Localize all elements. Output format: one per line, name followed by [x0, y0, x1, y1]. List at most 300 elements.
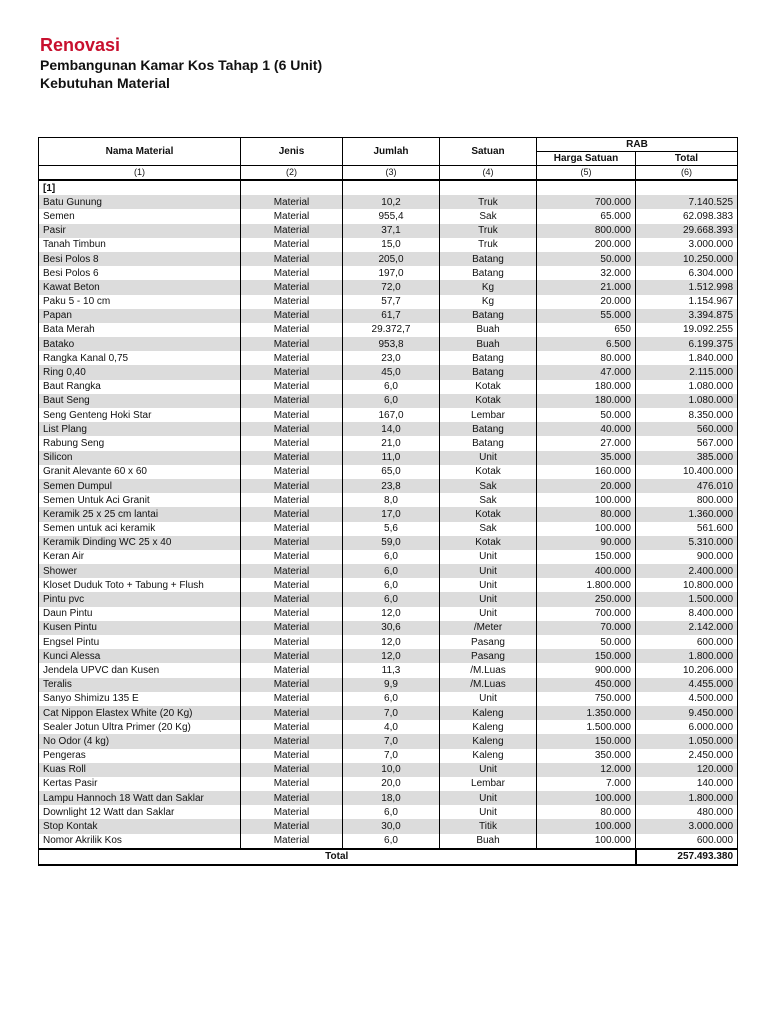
- harga-satuan-cell: 100.000: [537, 834, 636, 849]
- satuan-cell: Pasang: [440, 649, 537, 663]
- satuan-cell: Unit: [440, 805, 537, 819]
- total-cell: 3.394.875: [636, 309, 738, 323]
- harga-satuan-cell: 1.500.000: [537, 720, 636, 734]
- total-cell: 800.000: [636, 493, 738, 507]
- col-header-harga: Harga Satuan: [537, 152, 636, 166]
- material-name: Kunci Alessa: [39, 649, 241, 663]
- col-number: (2): [241, 166, 343, 181]
- jenis-cell: Material: [241, 720, 343, 734]
- jenis-cell: Material: [241, 394, 343, 408]
- material-name: Seng Genteng Hoki Star: [39, 408, 241, 422]
- total-cell: 140.000: [636, 777, 738, 791]
- col-header-jenis: Jenis: [241, 138, 343, 166]
- harga-satuan-cell: 20.000: [537, 295, 636, 309]
- total-cell: 120.000: [636, 763, 738, 777]
- total-cell: 900.000: [636, 550, 738, 564]
- table-row: [39, 280, 738, 294]
- table-row: [39, 323, 738, 337]
- jenis-cell: Material: [241, 479, 343, 493]
- table-row: [39, 337, 738, 351]
- harga-satuan-cell: 450.000: [537, 678, 636, 692]
- total-cell: 560.000: [636, 422, 738, 436]
- total-cell: 1.512.998: [636, 280, 738, 294]
- jumlah-cell: 23,0: [343, 351, 440, 365]
- harga-satuan-cell: 27.000: [537, 436, 636, 450]
- group-label: [1]: [39, 180, 241, 195]
- table-row: [39, 592, 738, 606]
- total-cell: 2.142.000: [636, 621, 738, 635]
- jenis-cell: Material: [241, 678, 343, 692]
- jenis-cell: Material: [241, 663, 343, 677]
- harga-satuan-cell: 6.500: [537, 337, 636, 351]
- material-name: Ring 0,40: [39, 365, 241, 379]
- total-cell: 6.000.000: [636, 720, 738, 734]
- table-row: [39, 493, 738, 507]
- col-number: (1): [39, 166, 241, 181]
- material-name: Semen untuk aci keramik: [39, 522, 241, 536]
- jenis-cell: Material: [241, 365, 343, 379]
- harga-satuan-cell: 50.000: [537, 252, 636, 266]
- harga-satuan-cell: 12.000: [537, 763, 636, 777]
- harga-satuan-cell: 750.000: [537, 692, 636, 706]
- total-cell: 29.668.393: [636, 224, 738, 238]
- harga-satuan-cell: 200.000: [537, 238, 636, 252]
- table-row: [39, 692, 738, 706]
- jenis-cell: Material: [241, 550, 343, 564]
- jumlah-cell: 6,0: [343, 592, 440, 606]
- jenis-cell: Material: [241, 692, 343, 706]
- harga-satuan-cell: 90.000: [537, 536, 636, 550]
- table-row: [39, 422, 738, 436]
- satuan-cell: Kaleng: [440, 720, 537, 734]
- satuan-cell: Buah: [440, 834, 537, 849]
- jenis-cell: Material: [241, 465, 343, 479]
- harga-satuan-cell: 50.000: [537, 635, 636, 649]
- project-title: Pembangunan Kamar Kos Tahap 1 (6 Unit): [40, 57, 323, 73]
- harga-satuan-cell: 55.000: [537, 309, 636, 323]
- group-row: [39, 180, 738, 195]
- satuan-cell: Lembar: [440, 408, 537, 422]
- jumlah-cell: 12,0: [343, 607, 440, 621]
- harga-satuan-cell: 100.000: [537, 493, 636, 507]
- satuan-cell: Unit: [440, 763, 537, 777]
- total-label: Total: [39, 849, 636, 865]
- jenis-cell: Material: [241, 522, 343, 536]
- harga-satuan-cell: 7.000: [537, 777, 636, 791]
- total-cell: 1.840.000: [636, 351, 738, 365]
- total-cell: 1.080.000: [636, 394, 738, 408]
- jumlah-cell: 29.372,7: [343, 323, 440, 337]
- table-row: [39, 408, 738, 422]
- total-cell: 19.092.255: [636, 323, 738, 337]
- table-row: [39, 734, 738, 748]
- total-cell: 1.050.000: [636, 734, 738, 748]
- satuan-cell: Batang: [440, 422, 537, 436]
- total-cell: 4.455.000: [636, 678, 738, 692]
- table-row: [39, 365, 738, 379]
- satuan-cell: Buah: [440, 337, 537, 351]
- total-cell: 3.000.000: [636, 819, 738, 833]
- material-name: Engsel Pintu: [39, 635, 241, 649]
- material-name: Keramik Dinding WC 25 x 40: [39, 536, 241, 550]
- material-name: Semen: [39, 209, 241, 223]
- material-name: Kloset Duduk Toto + Tabung + Flush: [39, 578, 241, 592]
- harga-satuan-cell: 100.000: [537, 522, 636, 536]
- material-name: Besi Polos 6: [39, 266, 241, 280]
- jumlah-cell: 20,0: [343, 777, 440, 791]
- table-row: [39, 550, 738, 564]
- material-name: Lampu Hannoch 18 Watt dan Saklar: [39, 791, 241, 805]
- jumlah-cell: 30,6: [343, 621, 440, 635]
- satuan-cell: Kaleng: [440, 734, 537, 748]
- jenis-cell: Material: [241, 507, 343, 521]
- jumlah-cell: 6,0: [343, 805, 440, 819]
- col-header-total: Total: [636, 152, 738, 166]
- harga-satuan-cell: 32.000: [537, 266, 636, 280]
- table-row: [39, 536, 738, 550]
- total-cell: 4.500.000: [636, 692, 738, 706]
- col-number: (6): [636, 166, 738, 181]
- table-row: [39, 749, 738, 763]
- material-name: Sanyo Shimizu 135 E: [39, 692, 241, 706]
- table-body: [39, 180, 738, 849]
- material-name: Sealer Jotun Ultra Primer (20 Kg): [39, 720, 241, 734]
- jenis-cell: Material: [241, 621, 343, 635]
- material-name: List Plang: [39, 422, 241, 436]
- material-name: Cat Nippon Elastex White (20 Kg): [39, 706, 241, 720]
- col-number: (5): [537, 166, 636, 181]
- table-row: [39, 195, 738, 209]
- jenis-cell: Material: [241, 295, 343, 309]
- total-cell: 2.115.000: [636, 365, 738, 379]
- satuan-cell: Kg: [440, 295, 537, 309]
- jumlah-cell: 11,3: [343, 663, 440, 677]
- harga-satuan-cell: 80.000: [537, 351, 636, 365]
- total-cell: 5.310.000: [636, 536, 738, 550]
- satuan-cell: Kaleng: [440, 706, 537, 720]
- harga-satuan-cell: 700.000: [537, 607, 636, 621]
- satuan-cell: Kotak: [440, 394, 537, 408]
- jenis-cell: Material: [241, 536, 343, 550]
- satuan-cell: Sak: [440, 209, 537, 223]
- col-number: (4): [440, 166, 537, 181]
- harga-satuan-cell: 65.000: [537, 209, 636, 223]
- jumlah-cell: 72,0: [343, 280, 440, 294]
- jenis-cell: Material: [241, 309, 343, 323]
- jenis-cell: Material: [241, 805, 343, 819]
- satuan-cell: Pasang: [440, 635, 537, 649]
- harga-satuan-cell: 150.000: [537, 734, 636, 748]
- jenis-cell: Material: [241, 337, 343, 351]
- satuan-cell: Unit: [440, 550, 537, 564]
- material-name: Pintu pvc: [39, 592, 241, 606]
- jumlah-cell: 59,0: [343, 536, 440, 550]
- satuan-cell: Truk: [440, 224, 537, 238]
- total-cell: 600.000: [636, 834, 738, 849]
- satuan-cell: Truk: [440, 238, 537, 252]
- jumlah-cell: 7,0: [343, 749, 440, 763]
- satuan-cell: Batang: [440, 309, 537, 323]
- table-row: [39, 436, 738, 450]
- jenis-cell: Material: [241, 280, 343, 294]
- material-name: Kuas Roll: [39, 763, 241, 777]
- jumlah-cell: 11,0: [343, 451, 440, 465]
- total-cell: 2.400.000: [636, 564, 738, 578]
- table-row: [39, 224, 738, 238]
- document-header: [40, 34, 322, 92]
- total-cell: 476.010: [636, 479, 738, 493]
- satuan-cell: Unit: [440, 692, 537, 706]
- jumlah-cell: 6,0: [343, 380, 440, 394]
- material-name: No Odor (4 kg): [39, 734, 241, 748]
- material-name: Batako: [39, 337, 241, 351]
- jumlah-cell: 18,0: [343, 791, 440, 805]
- jumlah-cell: 6,0: [343, 578, 440, 592]
- table-row: [39, 451, 738, 465]
- total-cell: 10.800.000: [636, 578, 738, 592]
- harga-satuan-cell: 150.000: [537, 550, 636, 564]
- satuan-cell: Kotak: [440, 507, 537, 521]
- total-cell: 1.080.000: [636, 380, 738, 394]
- total-cell: 6.304.000: [636, 266, 738, 280]
- jenis-cell: Material: [241, 422, 343, 436]
- total-cell: 10.250.000: [636, 252, 738, 266]
- table-row: [39, 394, 738, 408]
- satuan-cell: Buah: [440, 323, 537, 337]
- jumlah-cell: 12,0: [343, 635, 440, 649]
- satuan-cell: Sak: [440, 522, 537, 536]
- table-row: [39, 266, 738, 280]
- table-row: [39, 465, 738, 479]
- table-row: [39, 380, 738, 394]
- total-cell: 1.800.000: [636, 791, 738, 805]
- harga-satuan-cell: 1.350.000: [537, 706, 636, 720]
- total-cell: 567.000: [636, 436, 738, 450]
- jenis-cell: Material: [241, 734, 343, 748]
- satuan-cell: Unit: [440, 607, 537, 621]
- material-name: Semen Dumpul: [39, 479, 241, 493]
- jumlah-cell: 6,0: [343, 550, 440, 564]
- total-cell: 62.098.383: [636, 209, 738, 223]
- jumlah-cell: 30,0: [343, 819, 440, 833]
- jenis-cell: Material: [241, 451, 343, 465]
- table-row: [39, 791, 738, 805]
- jenis-cell: Material: [241, 351, 343, 365]
- material-name: Papan: [39, 309, 241, 323]
- total-cell: 3.000.000: [636, 238, 738, 252]
- jumlah-cell: 955,4: [343, 209, 440, 223]
- total-cell: 7.140.525: [636, 195, 738, 209]
- total-cell: 1.154.967: [636, 295, 738, 309]
- harga-satuan-cell: 150.000: [537, 649, 636, 663]
- col-header-nama: Nama Material: [39, 138, 241, 166]
- satuan-cell: Batang: [440, 351, 537, 365]
- material-name: Nomor Akrilik Kos: [39, 834, 241, 849]
- jenis-cell: Material: [241, 819, 343, 833]
- jumlah-cell: 12,0: [343, 649, 440, 663]
- harga-satuan-cell: 350.000: [537, 749, 636, 763]
- satuan-cell: Truk: [440, 195, 537, 209]
- total-cell: 10.206.000: [636, 663, 738, 677]
- satuan-cell: Unit: [440, 451, 537, 465]
- table-row: [39, 238, 738, 252]
- table-row: [39, 295, 738, 309]
- table-row: [39, 209, 738, 223]
- harga-satuan-cell: 40.000: [537, 422, 636, 436]
- jenis-cell: Material: [241, 635, 343, 649]
- jenis-cell: Material: [241, 763, 343, 777]
- jenis-cell: Material: [241, 834, 343, 849]
- jumlah-cell: 37,1: [343, 224, 440, 238]
- jenis-cell: Material: [241, 195, 343, 209]
- satuan-cell: Unit: [440, 564, 537, 578]
- harga-satuan-cell: 47.000: [537, 365, 636, 379]
- table-row: [39, 578, 738, 592]
- jumlah-cell: 9,9: [343, 678, 440, 692]
- satuan-cell: Titik: [440, 819, 537, 833]
- harga-satuan-cell: 50.000: [537, 408, 636, 422]
- harga-satuan-cell: 900.000: [537, 663, 636, 677]
- material-name: Paku 5 - 10 cm: [39, 295, 241, 309]
- satuan-cell: Sak: [440, 479, 537, 493]
- satuan-cell: Unit: [440, 592, 537, 606]
- harga-satuan-cell: 250.000: [537, 592, 636, 606]
- material-name: Rabung Seng: [39, 436, 241, 450]
- section-subtitle: Kebutuhan Material: [40, 75, 170, 91]
- material-name: Silicon: [39, 451, 241, 465]
- table-row: [39, 309, 738, 323]
- jenis-cell: Material: [241, 380, 343, 394]
- material-name: Bata Merah: [39, 323, 241, 337]
- jenis-cell: Material: [241, 791, 343, 805]
- satuan-cell: Kotak: [440, 380, 537, 394]
- table-row: [39, 507, 738, 521]
- table-row: [39, 607, 738, 621]
- harga-satuan-cell: 80.000: [537, 805, 636, 819]
- satuan-cell: Batang: [440, 266, 537, 280]
- harga-satuan-cell: 180.000: [537, 380, 636, 394]
- satuan-cell: Kotak: [440, 536, 537, 550]
- harga-satuan-cell: 70.000: [537, 621, 636, 635]
- table-row: [39, 678, 738, 692]
- jumlah-cell: 5,6: [343, 522, 440, 536]
- table-row: [39, 819, 738, 833]
- jumlah-cell: 167,0: [343, 408, 440, 422]
- material-name: Besi Polos 8: [39, 252, 241, 266]
- jenis-cell: Material: [241, 578, 343, 592]
- total-cell: 385.000: [636, 451, 738, 465]
- material-name: Rangka Kanal 0,75: [39, 351, 241, 365]
- material-table: [38, 137, 738, 866]
- harga-satuan-cell: 400.000: [537, 564, 636, 578]
- material-name: Daun Pintu: [39, 607, 241, 621]
- material-name: Baut Rangka: [39, 380, 241, 394]
- harga-satuan-cell: 80.000: [537, 507, 636, 521]
- jenis-cell: Material: [241, 408, 343, 422]
- brand-title: Renovasi: [40, 35, 121, 55]
- table-row: [39, 564, 738, 578]
- table-row: [39, 777, 738, 791]
- jenis-cell: Material: [241, 224, 343, 238]
- jenis-cell: Material: [241, 649, 343, 663]
- jenis-cell: Material: [241, 323, 343, 337]
- col-header-jumlah: Jumlah: [343, 138, 440, 166]
- col-header-satuan: Satuan: [440, 138, 537, 166]
- satuan-cell: Unit: [440, 578, 537, 592]
- table-row: [39, 351, 738, 365]
- total-row: [39, 849, 738, 865]
- jumlah-cell: 197,0: [343, 266, 440, 280]
- total-cell: 561.600: [636, 522, 738, 536]
- satuan-cell: Kotak: [440, 465, 537, 479]
- jenis-cell: Material: [241, 592, 343, 606]
- total-cell: 8.350.000: [636, 408, 738, 422]
- total-cell: 1.360.000: [636, 507, 738, 521]
- material-name: Shower: [39, 564, 241, 578]
- jumlah-cell: 65,0: [343, 465, 440, 479]
- material-name: Batu Gunung: [39, 195, 241, 209]
- material-name: Stop Kontak: [39, 819, 241, 833]
- satuan-cell: Sak: [440, 493, 537, 507]
- jumlah-cell: 7,0: [343, 706, 440, 720]
- jumlah-cell: 6,0: [343, 394, 440, 408]
- table-row: [39, 635, 738, 649]
- material-name: Granit Alevante 60 x 60: [39, 465, 241, 479]
- total-value: 257.493.380: [636, 849, 738, 865]
- jumlah-cell: 17,0: [343, 507, 440, 521]
- table-row: [39, 720, 738, 734]
- jenis-cell: Material: [241, 209, 343, 223]
- material-name: Pengeras: [39, 749, 241, 763]
- material-name: Semen Untuk Aci Granit: [39, 493, 241, 507]
- harga-satuan-cell: 1.800.000: [537, 578, 636, 592]
- table-row: [39, 805, 738, 819]
- material-name: Kusen Pintu: [39, 621, 241, 635]
- jenis-cell: Material: [241, 607, 343, 621]
- jenis-cell: Material: [241, 493, 343, 507]
- total-cell: 1.500.000: [636, 592, 738, 606]
- jenis-cell: Material: [241, 777, 343, 791]
- table-row: [39, 706, 738, 720]
- jumlah-cell: 4,0: [343, 720, 440, 734]
- total-cell: 1.800.000: [636, 649, 738, 663]
- table-row: [39, 252, 738, 266]
- harga-satuan-cell: 100.000: [537, 819, 636, 833]
- harga-satuan-cell: 21.000: [537, 280, 636, 294]
- jenis-cell: Material: [241, 436, 343, 450]
- material-name: Baut Seng: [39, 394, 241, 408]
- harga-satuan-cell: 100.000: [537, 791, 636, 805]
- jumlah-cell: 6,0: [343, 564, 440, 578]
- jumlah-cell: 23,8: [343, 479, 440, 493]
- material-name: Downlight 12 Watt dan Saklar: [39, 805, 241, 819]
- jenis-cell: Material: [241, 252, 343, 266]
- jumlah-cell: 61,7: [343, 309, 440, 323]
- table-row: [39, 479, 738, 493]
- material-name: Pasir: [39, 224, 241, 238]
- satuan-cell: /Meter: [440, 621, 537, 635]
- jumlah-cell: 15,0: [343, 238, 440, 252]
- harga-satuan-cell: 35.000: [537, 451, 636, 465]
- material-name: Jendela UPVC dan Kusen: [39, 663, 241, 677]
- jumlah-cell: 14,0: [343, 422, 440, 436]
- jumlah-cell: 21,0: [343, 436, 440, 450]
- satuan-cell: Batang: [440, 252, 537, 266]
- jumlah-cell: 6,0: [343, 692, 440, 706]
- col-header-rab: RAB: [537, 138, 738, 152]
- jumlah-cell: 205,0: [343, 252, 440, 266]
- total-cell: 2.450.000: [636, 749, 738, 763]
